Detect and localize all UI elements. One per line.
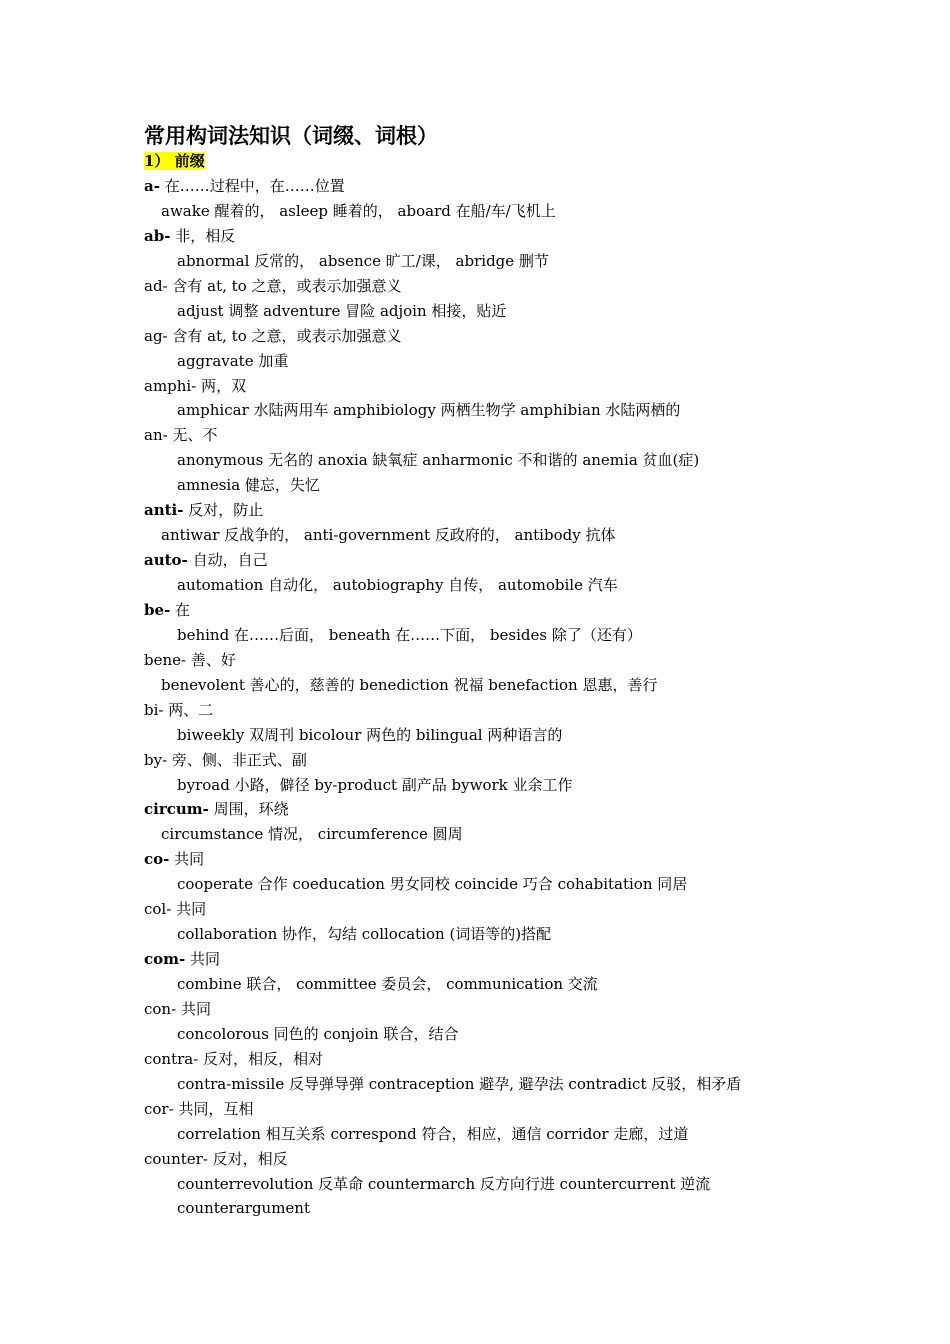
prefix-term: ad- [144, 276, 168, 295]
prefix-entry [144, 997, 844, 1022]
prefix-term: anti- [144, 501, 184, 520]
example-line: cooperate 合作 coeducation 男女同校 coincide 巧合 cohabitation 同居 [177, 875, 688, 894]
prefix-entry [144, 1147, 844, 1172]
prefix-entry [144, 1047, 844, 1072]
prefix-entry [144, 274, 844, 299]
example-line: combine 联合， committee 委员会， communication 交流 [177, 975, 598, 993]
prefix-term: amphi- [144, 376, 197, 395]
prefix-entry [144, 648, 844, 673]
prefix-term: cor- [144, 1099, 174, 1118]
example-line: behind 在……后面， beneath 在……下面， besides 除了（还有） [177, 625, 642, 644]
example-line: byroad 小路，僻径 by-product 副产品 bywork 业余工作 [177, 775, 573, 794]
prefix-meaning: 自动，自己 [187, 551, 268, 570]
prefix-meaning: 两、二 [163, 700, 214, 719]
prefix-meaning: 含有 at, to 之意，或表示加强意义 [167, 276, 402, 295]
prefix-meaning: 共同 [171, 900, 207, 919]
example-line: counterargument [177, 1199, 310, 1218]
prefix-term: co- [144, 850, 170, 869]
prefix-term: con- [144, 999, 177, 1018]
prefix-meaning: 在 [170, 600, 191, 619]
prefix-meaning: 非，相反 [170, 226, 236, 245]
prefix-entry [144, 797, 844, 822]
example-line: contra-missile 反导弹导弹 contraception 避孕, 避孕法 contradict 反驳，相矛盾 [177, 1074, 742, 1093]
example-line: anonymous 无名的 anoxia 缺氧症 anharmonic 不和谐的 anemia 贫血(症) [177, 451, 700, 470]
section-heading-highlight: 1） 前缀 [144, 152, 205, 170]
prefix-term: be- [144, 600, 171, 619]
prefix-list [144, 174, 844, 1221]
prefix-term: circum- [144, 800, 209, 819]
prefix-term: ab- [144, 226, 171, 245]
prefix-meaning: 共同 [185, 950, 221, 969]
prefix-entry [144, 174, 844, 199]
prefix-meaning: 反对，相反，相对 [198, 1049, 324, 1068]
example-line: circumstance 情况， circumference 圆周 [161, 825, 463, 844]
prefix-entry [144, 224, 844, 249]
prefix-entry [144, 374, 844, 399]
prefix-term: contra- [144, 1049, 199, 1068]
prefix-entry [144, 698, 844, 723]
example-line: awake 醒着的， asleep 睡着的， aboard 在船/车/飞机上 [161, 201, 556, 220]
example-line: antiwar 反战争的， anti-government 反政府的， antibody 抗体 [161, 526, 616, 545]
example-line: benevolent 善心的，慈善的 benediction 祝福 benefaction 恩惠，善行 [161, 675, 658, 694]
example-line: adjust 调整 adventure 冒险 adjoin 相接，贴近 [177, 301, 507, 320]
prefix-entry [144, 324, 844, 349]
page-title: 常用构词法知识（词缀、词根） [144, 123, 438, 148]
prefix-entry [144, 947, 844, 972]
prefix-entry [144, 1097, 844, 1122]
prefix-term: ag- [144, 326, 168, 345]
example-line: aggravate 加重 [177, 351, 289, 370]
prefix-entry [144, 748, 844, 773]
example-line: collaboration 协作，勾结 collocation (词语等的)搭配 [177, 925, 552, 944]
prefix-meaning: 两，双 [196, 376, 247, 395]
prefix-term: by- [144, 750, 168, 769]
prefix-entry [144, 598, 844, 623]
prefix-meaning: 共同 [176, 999, 211, 1018]
prefix-meaning: 周围，环绕 [208, 800, 289, 819]
prefix-entry [144, 423, 844, 448]
example-line: amphicar 水陆两用车 amphibiology 两栖生物学 amphibian 水陆两栖的 [177, 401, 681, 420]
prefix-entry [144, 897, 844, 922]
example-line: abnormal 反常的， absence 旷工/课， abridge 删节 [177, 251, 549, 270]
prefix-term: an- [144, 426, 168, 445]
prefix-term: com- [144, 950, 186, 969]
section-heading [144, 150, 205, 172]
prefix-meaning: 反对，防止 [183, 501, 264, 520]
prefix-meaning: 在……过程中，在……位置 [159, 177, 345, 195]
example-line: counterrevolution 反革命 countermarch 反方向行进 countercurrent 逆流 [177, 1174, 711, 1193]
prefix-term: col- [144, 900, 172, 919]
example-line: correlation 相互关系 correspond 符合，相应，通信 corridor 走廊，过道 [177, 1124, 689, 1143]
prefix-term: auto- [144, 551, 188, 570]
prefix-meaning: 旁、侧、非正式、副 [167, 750, 307, 769]
prefix-meaning: 共同 [169, 850, 205, 869]
prefix-entry [144, 548, 844, 573]
prefix-term: bi- [144, 700, 164, 719]
example-line: amnesia 健忘，失忆 [177, 476, 320, 495]
prefix-entry [144, 498, 844, 523]
prefix-term: counter- [144, 1149, 208, 1168]
prefix-meaning: 共同，互相 [173, 1099, 254, 1118]
prefix-term: bene- [144, 650, 187, 669]
prefix-meaning: 含有 at, to 之意，或表示加强意义 [167, 326, 402, 345]
prefix-meaning: 反对，相反 [207, 1149, 288, 1168]
example-line: automation 自动化， autobiography 自传， automobile 汽车 [177, 576, 618, 594]
example-line: concolorous 同色的 conjoin 联合，结合 [177, 1024, 459, 1043]
prefix-term: a- [144, 177, 160, 195]
prefix-meaning: 善、好 [186, 650, 236, 669]
prefix-meaning: 无、不 [167, 426, 218, 445]
prefix-entry [144, 847, 844, 872]
example-line: biweekly 双周刊 bicolour 两色的 bilingual 两种语言的 [177, 725, 563, 744]
